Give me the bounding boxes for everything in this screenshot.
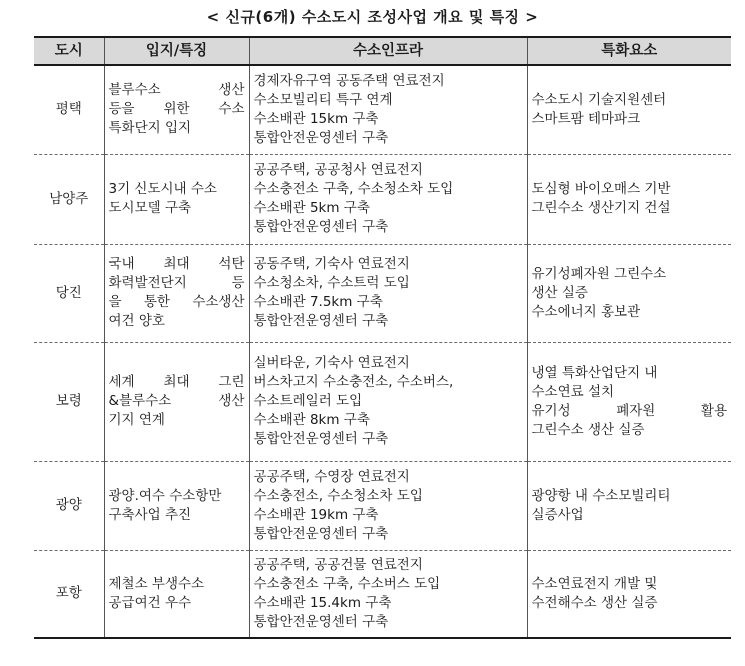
cell-line: 3기 신도시내 수소 [108, 181, 217, 197]
city-cell: 평택 [34, 65, 104, 154]
cell-line: 그린수소 생산 실증 [531, 421, 645, 438]
table-row [34, 550, 731, 638]
features-cell [527, 244, 731, 342]
cell-line: 통합안전운영센터 구축 [253, 613, 389, 630]
header-features: 특화요소 [527, 37, 731, 65]
cell-line: 국내 최대 석탄 [108, 256, 245, 272]
cell-line: 공공주택, 공공청사 연료전지 [253, 162, 423, 178]
location-cell [104, 154, 249, 244]
features-cell [527, 65, 731, 154]
table-row [34, 65, 731, 154]
cell-line: 세계 최대 그린 [108, 374, 245, 390]
cell-line: 실증사업 [531, 506, 584, 523]
cell-line: 도심형 바이오매스 기반 [531, 181, 671, 197]
cell-line: 수소연료 설치 [531, 383, 615, 400]
cell-line: 등을 위한 수소 [108, 101, 245, 118]
cell-line: 유기성 폐자원 활용 [531, 402, 727, 419]
cell-line: 수소배관 7.5km 구축 [253, 294, 383, 310]
cell-line: 버스차고지 수소충전소, 수소버스, [253, 374, 454, 390]
cell-line: 화력발전단지 등 [108, 275, 245, 291]
cell-line: 경제자유구역 공동주택 연료전지 [253, 72, 445, 89]
cell-line: 실버타운, 기숙사 연료전지 [253, 355, 410, 371]
cell-line: 특화단지 입지 [108, 120, 192, 137]
location-cell [104, 550, 249, 638]
infra-cell [249, 65, 527, 154]
table-row [34, 154, 731, 244]
hydrogen-city-table [34, 36, 731, 639]
cell-line: 수소모빌리티 특구 연계 [253, 91, 393, 108]
cell-line: 수소충전소, 수소청소차 도입 [253, 487, 423, 504]
features-cell [527, 461, 731, 550]
cell-line: 수소충전소 구축, 수소버스 도입 [253, 575, 441, 592]
cell-line: 제철소 부생수소 [108, 575, 205, 592]
cell-line: 수소배관 8km 구축 [253, 412, 370, 428]
infra-cell [249, 244, 527, 342]
city-cell: 남양주 [34, 154, 104, 244]
cell-line: 도시모델 구축 [108, 200, 192, 216]
city-cell: 보령 [34, 342, 104, 461]
cell-line: 구축사업 추진 [108, 506, 192, 523]
cell-line: 공공주택, 공공건물 연료전지 [253, 556, 423, 573]
cell-line: 통합안전운영센터 구축 [253, 313, 389, 329]
cell-line: 을 통한 수소생산 [108, 294, 245, 310]
cell-line: 광양항 내 수소모빌리티 [531, 487, 671, 504]
cell-line: 수소도시 기술지원센터 [531, 91, 667, 108]
cell-line: 냉열 특화산업단지 내 [531, 364, 658, 381]
infra-cell [249, 154, 527, 244]
table-row [34, 342, 731, 461]
location-cell [104, 65, 249, 154]
location-cell [104, 342, 249, 461]
cell-line: 수소배관 19km 구축 [253, 506, 379, 523]
cell-line: 통합안전운영센터 구축 [253, 431, 389, 447]
cell-line: 광양.여수 수소항만 [108, 487, 222, 504]
cell-line: 수소배관 5km 구축 [253, 200, 370, 216]
cell-line: &블루수소 생산 [108, 393, 245, 409]
infra-cell [249, 461, 527, 550]
cell-line: 수소청소차, 수소트럭 도입 [253, 275, 410, 291]
cell-line: 공급여건 우수 [108, 594, 192, 611]
cell-line: 통합안전운영센터 구축 [253, 129, 389, 146]
location-cell [104, 244, 249, 342]
location-cell [104, 461, 249, 550]
cell-line: 그린수소 생산기지 건설 [531, 200, 671, 216]
cell-line: 수소충전소 구축, 수소청소차 도입 [253, 181, 454, 197]
cell-line: 스마트팜 테마파크 [531, 110, 641, 127]
city-cell: 당진 [34, 244, 104, 342]
cell-line: 여건 양호 [108, 313, 165, 329]
cell-line: 수소배관 15km 구축 [253, 110, 379, 127]
cell-line: 유기성폐자원 그린수소 [531, 265, 667, 282]
cell-line: 수소트레일러 도입 [253, 393, 363, 409]
table-row [34, 244, 731, 342]
header-row [34, 37, 731, 65]
cell-line: 통합안전운영센터 구축 [253, 525, 389, 542]
cell-line: 블루수소 생산 [108, 82, 245, 99]
cell-line: 생산 실증 [531, 284, 588, 301]
cell-line: 수소에너지 홍보관 [531, 303, 641, 320]
infra-cell [249, 342, 527, 461]
features-cell [527, 550, 731, 638]
cell-line: 공동주택, 기숙사 연료전지 [253, 256, 410, 272]
infra-cell [249, 550, 527, 638]
cell-line: 기지 연계 [108, 412, 165, 428]
cell-line: 수전해수소 생산 실증 [531, 594, 658, 611]
features-cell [527, 154, 731, 244]
cell-line: 공공주택, 수영장 연료전지 [253, 468, 410, 485]
features-cell [527, 342, 731, 461]
city-cell: 포항 [34, 550, 104, 638]
table-row [34, 461, 731, 550]
cell-line: 수소배관 15.4km 구축 [253, 594, 392, 611]
cell-line: 통합안전운영센터 구축 [253, 219, 389, 235]
city-cell: 광양 [34, 461, 104, 550]
header-location: 입지/특징 [104, 37, 249, 65]
header-infra: 수소인프라 [249, 37, 527, 65]
header-city: 도시 [34, 37, 104, 65]
cell-line: 수소연료전지 개발 및 [531, 575, 658, 592]
table-caption: < 신규(6개) 수소도시 조성사업 개요 및 특징 > [206, 8, 539, 26]
